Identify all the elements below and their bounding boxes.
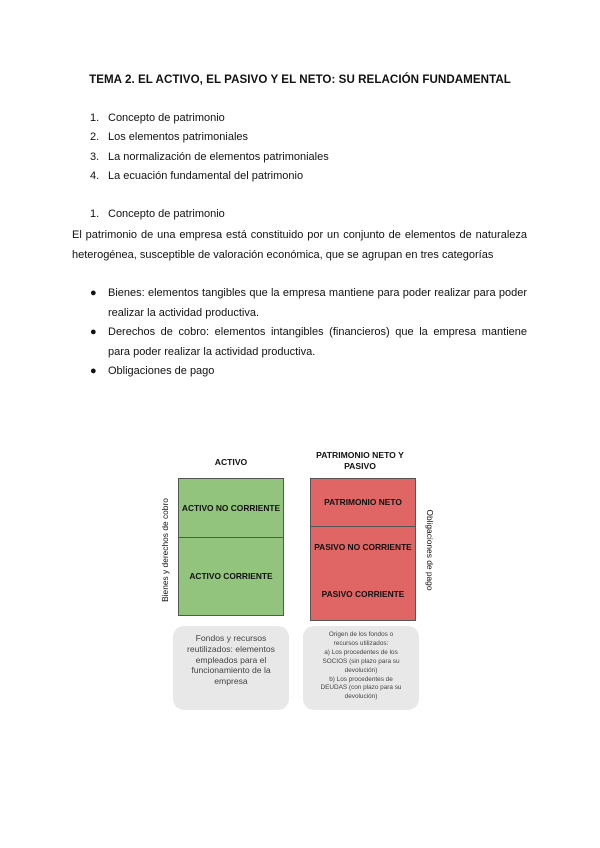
pasivo-header: PATRIMONIO NETO Y PASIVO	[316, 450, 404, 471]
list-item: ● Bienes: elementos tangibles que la empresa mantiene para poder realizar para poder realizar la actividad productiva.	[90, 284, 527, 323]
table-of-contents	[90, 112, 329, 189]
category-list	[90, 284, 527, 382]
left-side-label: Bienes y derechos de cobro	[160, 498, 170, 602]
activo-corriente: ACTIVO CORRIENTE	[189, 571, 273, 582]
left-note: Fondos y recursos reutilizados: elementos empleados para el funcionamiento de la empresa	[173, 626, 289, 710]
activo-column	[178, 478, 284, 616]
pasivo-column	[310, 478, 416, 621]
toc-item: 1. Concepto de patrimonio	[90, 112, 225, 124]
body-paragraph: El patrimonio de una empresa está constituido por un conjunto de elementos de naturaleza heterogénea, susceptible de valoración económica, que se agrupan en tres categorías	[72, 229, 527, 261]
patrimonio-neto: PATRIMONIO NETO	[324, 497, 402, 508]
toc-item: 4. La ecuación fundamental del patrimonio	[90, 169, 304, 182]
list-item: ● Derechos de cobro: elementos intangibles (financieros) que la empresa mantiene para poder realizar la actividad productiva.	[90, 323, 527, 362]
page-title: TEMA 2. EL ACTIVO, EL PASIVO Y EL NETO: SU RELACIÓN FUNDAMENTAL	[89, 73, 511, 86]
bullet-icon: ●	[90, 326, 97, 338]
bullet-icon: ●	[90, 365, 97, 377]
list-item: ● Obligaciones de pago	[90, 362, 527, 382]
activo-header: ACTIVO	[214, 457, 248, 467]
pasivo-no-corriente: PASIVO NO CORRIENTE	[314, 541, 412, 552]
right-side-label: Obligaciones de pago	[425, 509, 435, 591]
bullet-icon: ●	[90, 287, 97, 299]
pasivo-corriente: PASIVO CORRIENTE	[321, 589, 405, 600]
toc-item: 3. La normalización de elementos patrimoniales	[90, 150, 329, 163]
section-heading: 1. Concepto de patrimonio	[90, 208, 225, 220]
toc-item: 2. Los elementos patrimoniales	[90, 131, 249, 144]
right-note: Origen de los fondos o recursos utilizados: a) Los procedentes de los SOCIOS (sin plazo para su devolución) b) Los procedentes de DEUDAS (con plazo para su devolución)	[303, 626, 419, 710]
activo-no-corriente: ACTIVO NO CORRIENTE	[181, 502, 281, 513]
